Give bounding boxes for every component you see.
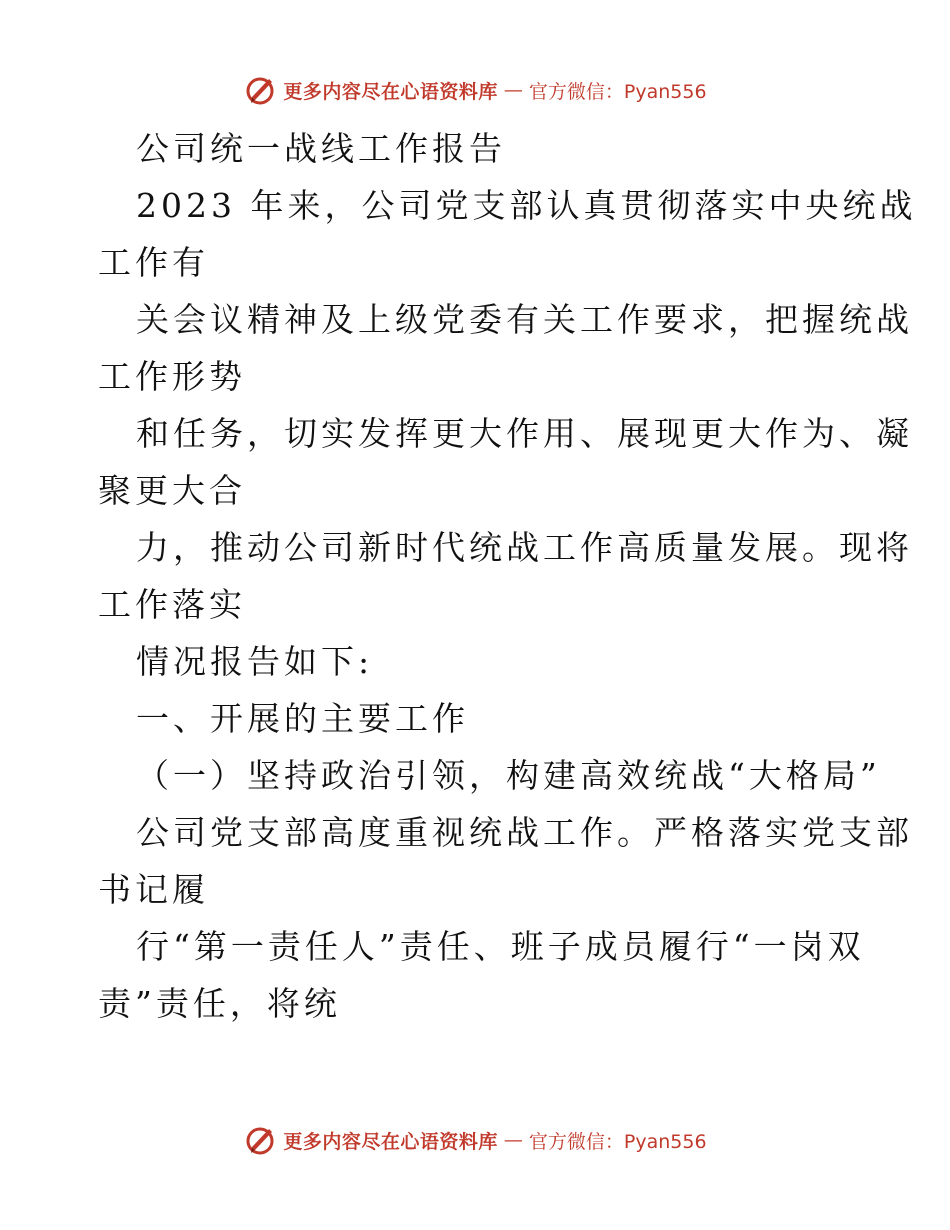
header-banner [0,70,950,110]
section-heading: 一、开展的主要工作 [136,699,469,738]
doc-line: 行“第一责任人”责任、班子成员履行“一岗双 [136,927,865,966]
doc-line: 公司党支部高度重视统战工作。严格落实党支部 [136,813,913,852]
doc-line: 和任务，切实发挥更大作用、展现更大作为、凝 [136,414,913,453]
banner-text: 更多内容尽在心语资料库 [283,80,498,103]
doc-line: 2023 年来，公司党支部认真贯彻落实中央统战 [136,186,917,225]
quill-pen-logo-icon [243,1123,277,1157]
banner-separator: — [503,1129,523,1151]
doc-line: 工作落实 [98,585,246,624]
doc-line: 情况报告如下: [136,642,374,681]
quill-pen-logo-icon [243,73,277,107]
footer-banner [0,1120,950,1160]
doc-line: 工作有 [98,243,209,282]
doc-line: 书记履 [98,870,209,909]
doc-line: 力，推动公司新时代统战工作高质量发展。现将 [136,528,913,567]
doc-line: 工作形势 [98,357,246,396]
doc-title: 公司统一战线工作报告 [136,129,506,168]
banner-separator: — [503,79,523,101]
doc-line: 聚更大合 [98,471,246,510]
banner-text: 更多内容尽在心语资料库 [283,1130,498,1153]
subsection-heading: （一）坚持政治引领，构建高效统战“大格局” [136,756,881,795]
document-body [98,120,917,1032]
doc-line: 关会议精神及上级党委有关工作要求，把握统战 [136,300,913,339]
doc-line: 责”责任，将统 [98,984,341,1023]
banner-wechat: 官方微信：Pyan556 [528,80,707,103]
banner-wechat: 官方微信：Pyan556 [528,1130,707,1153]
